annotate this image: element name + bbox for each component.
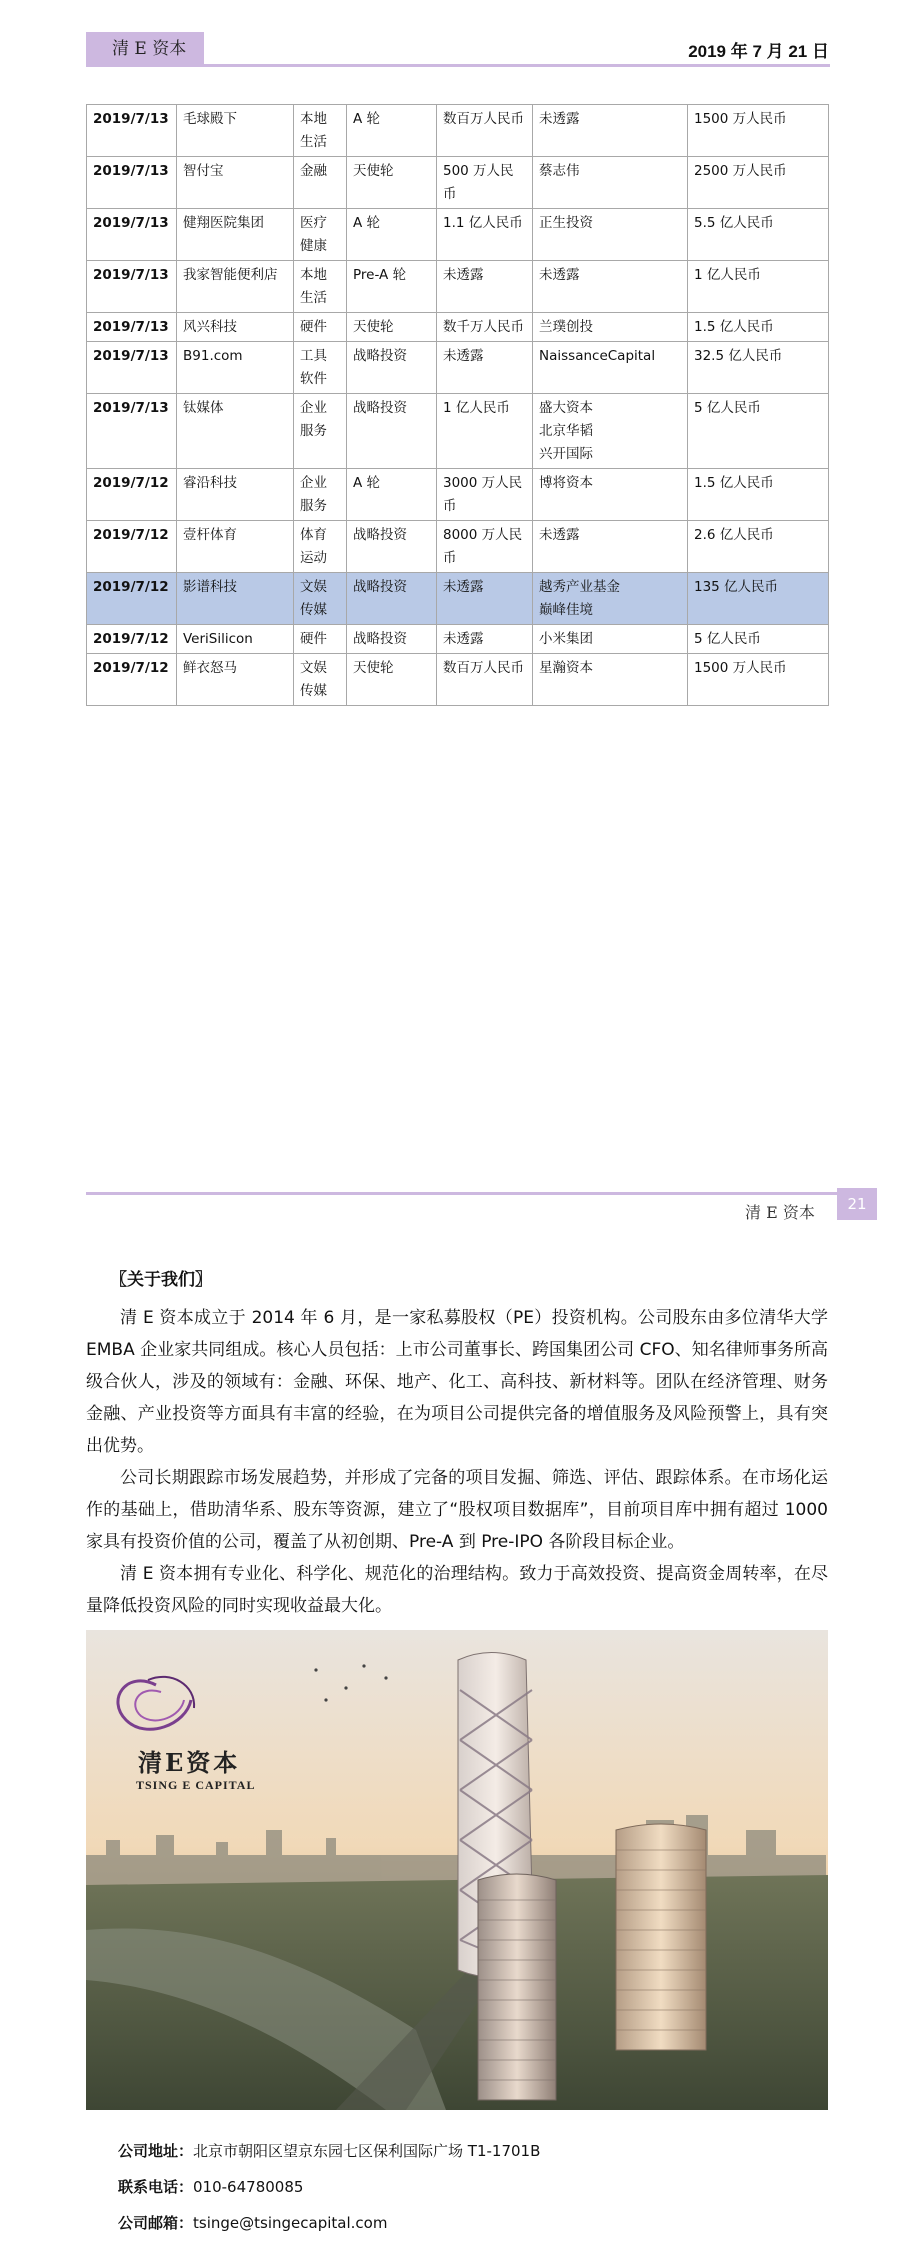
- table-cell-company: 鲜衣怒马: [177, 654, 294, 706]
- table-cell-investor: 越秀产业基金 巅峰佳境: [533, 573, 688, 625]
- page-number: 21: [837, 1188, 877, 1220]
- page2-brand: 清 E 资本: [745, 1203, 815, 1222]
- about-paragraph-1: 清 E 资本成立于 2014 年 6 月，是一家私募股权（PE）投资机构。公司股东由多位清华大学 EMBA 企业家共同组成。核心人员包括：上市公司董事长、跨国集团公司 CFO、知名律师事务所高级合伙人，涉及的领域有：金融、环保、地产、化工、高科技、新材料等。团队在经济管理、财务金融、产业投资等方面具有丰富的经验，在为项目公司提供完备的增值服务及风险预警上，具有突出优势。: [86, 1308, 828, 1456]
- table-cell-round: Pre-A 轮: [347, 261, 437, 313]
- about-text: [86, 1302, 828, 1622]
- table-cell-company: B91.com: [177, 342, 294, 394]
- table-row: [87, 261, 829, 313]
- table-cell-valuation: 1500 万人民币: [688, 105, 829, 157]
- table-row: [87, 654, 829, 706]
- table-cell-date: 2019/7/13: [87, 105, 177, 157]
- contact-address: 公司地址：北京市朝阳区望京东园七区保利国际广场 T1-1701B: [118, 2142, 541, 2160]
- table-cell-amount: 未透露: [437, 573, 533, 625]
- table-cell-amount: 8000 万人民币: [437, 521, 533, 573]
- header-divider: [86, 64, 830, 67]
- table-cell-date: 2019/7/13: [87, 209, 177, 261]
- table-cell-round: A 轮: [347, 469, 437, 521]
- table-cell-round: 天使轮: [347, 654, 437, 706]
- table-cell-valuation: 2.6 亿人民币: [688, 521, 829, 573]
- table-cell-round: 战略投资: [347, 342, 437, 394]
- table-row: [87, 394, 829, 469]
- table-cell-valuation: 5 亿人民币: [688, 394, 829, 469]
- table-row: [87, 342, 829, 394]
- table-cell-date: 2019/7/12: [87, 654, 177, 706]
- contact-email: 公司邮箱：tsinge@tsingecapital.com: [118, 2214, 388, 2232]
- table-row: [87, 157, 829, 209]
- table-cell-date: 2019/7/13: [87, 342, 177, 394]
- company-banner-image: [86, 1630, 828, 2110]
- table-cell-amount: 未透露: [437, 261, 533, 313]
- table-cell-amount: 未透露: [437, 342, 533, 394]
- table-cell-amount: 未透露: [437, 625, 533, 654]
- table-cell-company: 钛媒体: [177, 394, 294, 469]
- table-cell-round: 天使轮: [347, 313, 437, 342]
- table-cell-investor: 未透露: [533, 521, 688, 573]
- table-cell-investor: 正生投资: [533, 209, 688, 261]
- about-title: 〖关于我们〗: [110, 1270, 212, 1290]
- table-cell-company: 毛球殿下: [177, 105, 294, 157]
- logo-en-text: TSING E CAPITAL: [136, 1778, 256, 1792]
- table-cell-company: 智付宝: [177, 157, 294, 209]
- table-cell-industry: 体育运动: [294, 521, 347, 573]
- table-cell-round: 战略投资: [347, 625, 437, 654]
- about-paragraph-3: 清 E 资本拥有专业化、科学化、规范化的治理结构。致力于高效投资、提高资金周转率，在尽量降低投资风险的同时实现收益最大化。: [86, 1564, 828, 1616]
- page2-header-divider: [86, 1192, 876, 1195]
- table-cell-industry: 文娱传媒: [294, 573, 347, 625]
- table-cell-investor: 蔡志伟: [533, 157, 688, 209]
- table-cell-industry: 硬件: [294, 625, 347, 654]
- table-cell-amount: 3000 万人民币: [437, 469, 533, 521]
- table-cell-valuation: 1.5 亿人民币: [688, 469, 829, 521]
- header-date: 2019 年 7 月 21 日: [688, 42, 829, 61]
- table-cell-amount: 500 万人民币: [437, 157, 533, 209]
- table-cell-company: 影谱科技: [177, 573, 294, 625]
- table-cell-valuation: 5.5 亿人民币: [688, 209, 829, 261]
- email-link[interactable]: tsinge@tsingecapital.com: [193, 2214, 388, 2232]
- table-cell-valuation: 135 亿人民币: [688, 573, 829, 625]
- logo-cn-text: 清E资本: [138, 1748, 241, 1777]
- table-cell-amount: 数百万人民币: [437, 105, 533, 157]
- table-cell-company: 我家智能便利店: [177, 261, 294, 313]
- table-cell-round: A 轮: [347, 105, 437, 157]
- table-cell-investor: 兰璞创投: [533, 313, 688, 342]
- table-cell-round: A 轮: [347, 209, 437, 261]
- table-cell-date: 2019/7/12: [87, 573, 177, 625]
- table-cell-date: 2019/7/13: [87, 313, 177, 342]
- table-row: [87, 573, 829, 625]
- table-cell-valuation: 1 亿人民币: [688, 261, 829, 313]
- table-cell-investor: 星瀚资本: [533, 654, 688, 706]
- header-brand-tab: 清 E 资本: [86, 32, 204, 66]
- table-cell-company: 风兴科技: [177, 313, 294, 342]
- table-cell-industry: 文娱传媒: [294, 654, 347, 706]
- table-cell-company: VeriSilicon: [177, 625, 294, 654]
- table-cell-valuation: 32.5 亿人民币: [688, 342, 829, 394]
- table-cell-company: 睿沿科技: [177, 469, 294, 521]
- table-cell-investor: 小米集团: [533, 625, 688, 654]
- table-cell-industry: 企业服务: [294, 469, 347, 521]
- table-cell-industry: 本地生活: [294, 105, 347, 157]
- table-cell-date: 2019/7/13: [87, 394, 177, 469]
- table-cell-industry: 硬件: [294, 313, 347, 342]
- contact-phone: 联系电话：010-64780085: [118, 2178, 304, 2196]
- table-cell-industry: 金融: [294, 157, 347, 209]
- table-cell-round: 战略投资: [347, 394, 437, 469]
- table-cell-round: 战略投资: [347, 521, 437, 573]
- table-cell-industry: 企业服务: [294, 394, 347, 469]
- table-cell-date: 2019/7/12: [87, 521, 177, 573]
- table-cell-valuation: 5 亿人民币: [688, 625, 829, 654]
- table-cell-company: 壹杆体育: [177, 521, 294, 573]
- table-cell-amount: 1.1 亿人民币: [437, 209, 533, 261]
- table-cell-round: 战略投资: [347, 573, 437, 625]
- table-cell-valuation: 1500 万人民币: [688, 654, 829, 706]
- table-cell-investor: 未透露: [533, 105, 688, 157]
- table-row: [87, 469, 829, 521]
- table-cell-industry: 医疗健康: [294, 209, 347, 261]
- table-row: [87, 105, 829, 157]
- table-cell-industry: 工具软件: [294, 342, 347, 394]
- table-row: [87, 209, 829, 261]
- table-cell-amount: 1 亿人民币: [437, 394, 533, 469]
- table-cell-investor: 未透露: [533, 261, 688, 313]
- table-cell-investor: NaissanceCapital: [533, 342, 688, 394]
- table-cell-investor: 盛大资本 北京华韬 兴开国际: [533, 394, 688, 469]
- table-cell-company: 健翔医院集团: [177, 209, 294, 261]
- table-cell-amount: 数百万人民币: [437, 654, 533, 706]
- table-cell-date: 2019/7/12: [87, 625, 177, 654]
- table-row: [87, 313, 829, 342]
- table-cell-industry: 本地生活: [294, 261, 347, 313]
- about-paragraph-2: 公司长期跟踪市场发展趋势，并形成了完备的项目发掘、筛选、评估、跟踪体系。在市场化运作的基础上，借助清华系、股东等资源，建立了“股权项目数据库”，目前项目库中拥有超过 1000 家具有投资价值的公司，覆盖了从初创期、Pre-A 到 Pre-IPO 各阶段目标企业。: [86, 1468, 828, 1552]
- table-cell-valuation: 2500 万人民币: [688, 157, 829, 209]
- table-cell-date: 2019/7/13: [87, 157, 177, 209]
- table-cell-round: 天使轮: [347, 157, 437, 209]
- table-cell-date: 2019/7/13: [87, 261, 177, 313]
- table-cell-valuation: 1.5 亿人民币: [688, 313, 829, 342]
- table-cell-investor: 博将资本: [533, 469, 688, 521]
- investment-table: [86, 104, 829, 706]
- table-cell-amount: 数千万人民币: [437, 313, 533, 342]
- table-row: [87, 521, 829, 573]
- table-cell-date: 2019/7/12: [87, 469, 177, 521]
- table-row: [87, 625, 829, 654]
